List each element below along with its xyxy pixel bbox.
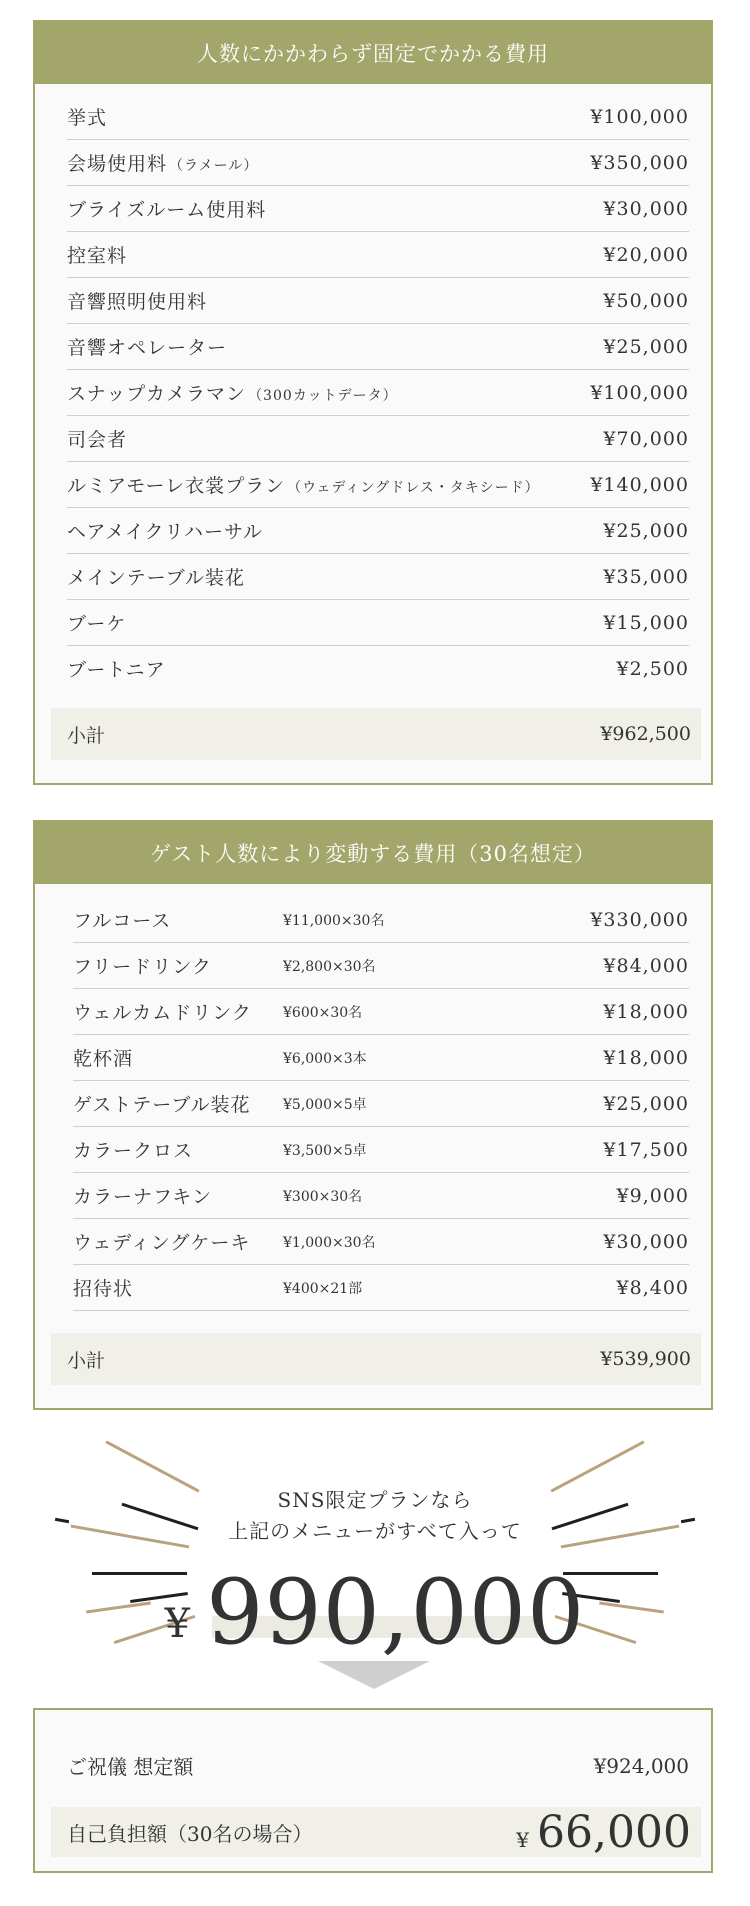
item-calc: ¥11,000×30名 <box>283 912 385 929</box>
item-note: （300カットデータ） <box>248 388 398 404</box>
item-price: ¥330,000 <box>590 908 689 931</box>
item-price: ¥35,000 <box>603 565 689 588</box>
item-price: ¥25,000 <box>603 335 689 358</box>
promo-line-2: 上記のメニューがすべて入って <box>228 1519 522 1543</box>
plan-price-value: 990,000 <box>206 1560 586 1665</box>
item-price: ¥70,000 <box>603 427 689 450</box>
item-name: ウェルカムドリンク <box>73 1002 252 1024</box>
list-item <box>73 1081 689 1127</box>
subtotal-label: 小計 <box>67 724 106 747</box>
list-item <box>67 324 689 370</box>
burden-yen: ¥ <box>516 1827 530 1852</box>
item-name: メインテーブル装花 <box>67 567 245 589</box>
list-item <box>67 600 689 646</box>
list-item <box>73 1173 689 1219</box>
item-price: ¥17,500 <box>603 1138 689 1161</box>
item-name: ブーケ <box>67 613 127 635</box>
self-burden-row <box>51 1807 701 1857</box>
list-item <box>67 370 689 416</box>
item-calc: ¥2,800×30名 <box>283 958 376 975</box>
list-item <box>73 1035 689 1081</box>
item-price: ¥18,000 <box>603 1046 689 1069</box>
list-item <box>67 462 689 508</box>
item-name: ブライズルーム使用料 <box>67 199 267 221</box>
item-calc: ¥300×30名 <box>283 1188 363 1205</box>
list-item <box>67 554 689 600</box>
item-name: ウェディングケーキ <box>73 1232 251 1254</box>
item-price: ¥50,000 <box>603 289 689 312</box>
fixed-cost-panel <box>33 20 713 785</box>
item-name: 招待状 <box>73 1278 134 1300</box>
down-arrow-icon <box>318 1661 430 1689</box>
list-item <box>73 1127 689 1173</box>
promo-line-1: SNS限定プランなら <box>277 1488 473 1512</box>
item-price: ¥100,000 <box>590 105 689 128</box>
list-item <box>67 232 689 278</box>
item-calc: ¥5,000×5卓 <box>283 1096 367 1113</box>
item-name: カラークロス <box>73 1140 194 1162</box>
item-price: ¥25,000 <box>603 1092 689 1115</box>
item-price: ¥2,500 <box>616 657 689 680</box>
gift-row <box>67 1751 689 1780</box>
plan-price-yen: ¥ <box>164 1601 191 1647</box>
item-calc: ¥600×30名 <box>283 1004 363 1021</box>
burden-value: 66,000 <box>537 1806 691 1858</box>
item-name: 乾杯酒 <box>73 1048 134 1070</box>
item-name: スナップカメラマン <box>67 383 247 405</box>
list-item <box>67 278 689 324</box>
list-item <box>67 186 689 232</box>
item-name: 音響照明使用料 <box>67 291 208 313</box>
item-price: ¥100,000 <box>590 381 689 404</box>
item-name: フリードリンク <box>73 956 212 978</box>
gift-label: ご祝儀 想定額 <box>67 1755 194 1779</box>
item-price: ¥84,000 <box>603 954 689 977</box>
subtotal-label: 小計 <box>67 1349 106 1372</box>
item-price: ¥25,000 <box>603 519 689 542</box>
list-item <box>73 989 689 1035</box>
gift-value: ¥924,000 <box>593 1753 689 1778</box>
fixed-cost-list <box>35 84 711 691</box>
item-price: ¥30,000 <box>603 197 689 220</box>
burden-label: 自己負担額（30名の場合） <box>67 1821 313 1846</box>
burden-amount <box>516 1807 691 1858</box>
item-calc: ¥400×21部 <box>283 1280 363 1297</box>
list-item <box>67 416 689 462</box>
list-item <box>73 943 689 989</box>
list-item <box>67 140 689 186</box>
variable-subtotal <box>51 1333 701 1385</box>
subtotal-value: ¥539,900 <box>600 1348 691 1370</box>
item-name: 音響オペレーター <box>67 337 228 359</box>
item-name: ゲストテーブル装花 <box>73 1094 251 1116</box>
item-price: ¥15,000 <box>603 611 689 634</box>
item-name: 控室料 <box>67 245 128 267</box>
item-note: （ウェディングドレス・タキシード） <box>287 480 540 496</box>
summary-panel <box>33 1708 713 1873</box>
item-name: 挙式 <box>67 107 108 129</box>
item-name: ルミアモーレ衣裳プラン <box>67 475 286 497</box>
item-price: ¥9,000 <box>616 1184 689 1207</box>
item-calc: ¥1,000×30名 <box>283 1234 376 1251</box>
list-item <box>67 646 689 691</box>
list-item <box>67 94 689 140</box>
item-name: フルコース <box>73 910 172 932</box>
item-price: ¥30,000 <box>603 1230 689 1253</box>
fixed-subtotal <box>51 708 701 760</box>
list-item <box>73 897 689 943</box>
item-name: ブートニア <box>67 659 166 681</box>
item-price: ¥140,000 <box>590 473 689 496</box>
subtotal-value: ¥962,500 <box>600 723 691 745</box>
variable-cost-list <box>35 884 711 1311</box>
item-price: ¥350,000 <box>590 151 689 174</box>
item-price: ¥20,000 <box>603 243 689 266</box>
item-calc: ¥3,500×5卓 <box>283 1142 367 1159</box>
plan-price <box>0 1560 750 1665</box>
item-note: （ラメール） <box>169 158 259 174</box>
list-item <box>67 508 689 554</box>
item-calc: ¥6,000×3本 <box>283 1050 367 1067</box>
list-item <box>73 1265 689 1311</box>
list-item <box>73 1219 689 1265</box>
item-name: ヘアメイクリハーサル <box>67 521 264 543</box>
variable-cost-panel <box>33 820 713 1410</box>
item-name: 会場使用料 <box>67 153 168 175</box>
item-price: ¥8,400 <box>616 1276 689 1299</box>
item-name: カラーナフキン <box>73 1186 213 1208</box>
variable-cost-title: ゲスト人数により変動する費用（30名想定） <box>35 822 711 884</box>
item-price: ¥18,000 <box>603 1000 689 1023</box>
fixed-cost-title: 人数にかかわらず固定でかかる費用 <box>35 22 711 84</box>
item-name: 司会者 <box>67 429 128 451</box>
